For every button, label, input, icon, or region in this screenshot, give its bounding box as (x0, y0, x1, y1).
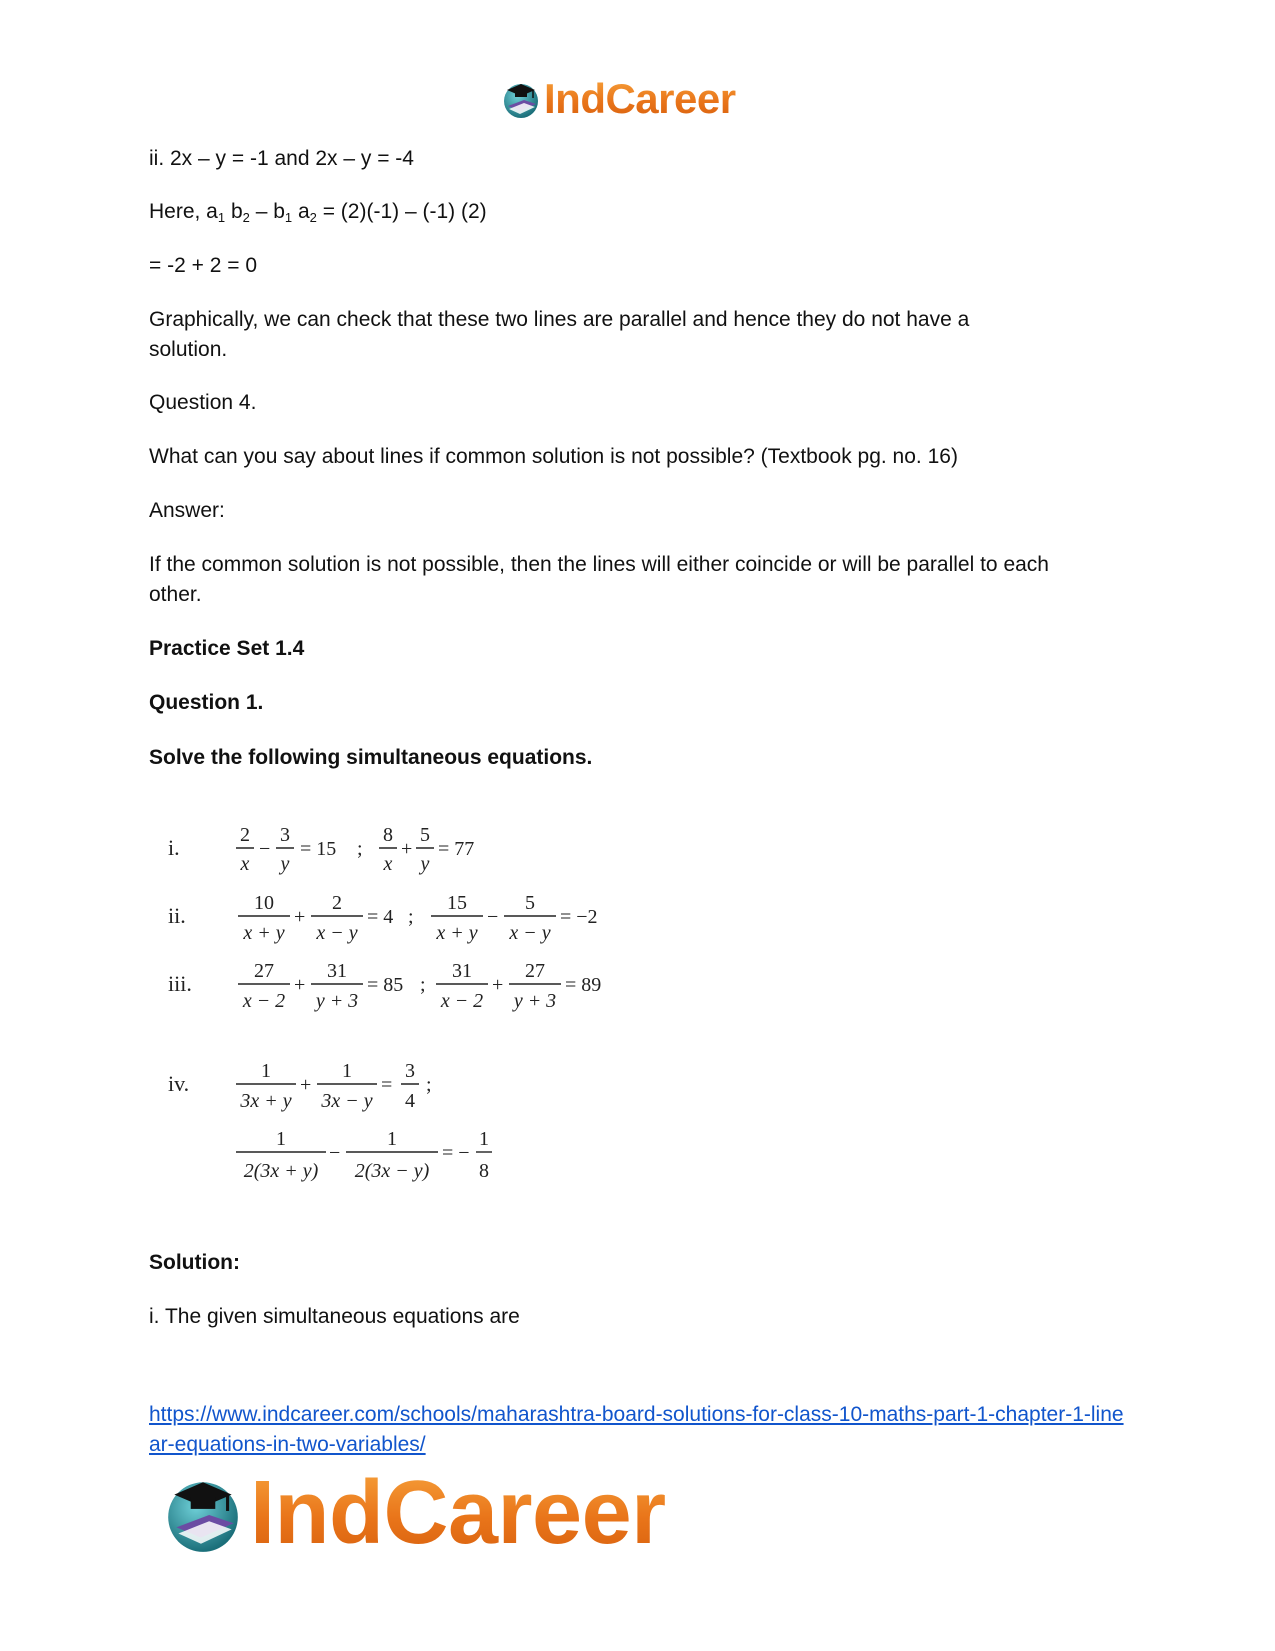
operator: − (259, 838, 271, 860)
operator: + (294, 906, 306, 928)
paragraph: ii. 2x – y = -1 and 2x – y = -4 (149, 147, 414, 170)
eq-label-i: i. (168, 835, 180, 860)
denominator: y (280, 853, 290, 875)
logo-wordmark: IndCareer (250, 1463, 666, 1563)
result: = 4 (367, 906, 394, 928)
text-run: Here, a (149, 200, 218, 223)
equation-iv-a (236, 1060, 432, 1112)
equation-ii (238, 892, 598, 944)
denominator: 2(3x + y) (243, 1160, 319, 1182)
denominator: x + y (436, 922, 478, 944)
denominator: x + y (243, 922, 285, 944)
result: = 85 (367, 974, 404, 996)
numerator: 2 (240, 825, 250, 846)
section-heading: Practice Set 1.4 (149, 637, 305, 660)
graduation-globe-icon (500, 78, 542, 120)
separator: ; (357, 838, 363, 860)
numerator: 27 (254, 960, 274, 982)
denominator: 3x + y (240, 1090, 292, 1112)
denominator: x − 2 (242, 990, 286, 1012)
subscript: 1 (217, 210, 226, 225)
numerator: 10 (254, 892, 274, 914)
paragraph: Answer: (149, 499, 225, 522)
eq-label-iii: iii. (168, 971, 192, 996)
numerator: 1 (387, 1128, 397, 1150)
operator: + (300, 1074, 312, 1096)
paragraph (149, 197, 1129, 227)
denominator: 4 (405, 1090, 415, 1112)
eq-label-iv: iv. (168, 1071, 190, 1096)
text-run: a (292, 200, 310, 223)
paragraph: = -2 + 2 = 0 (149, 254, 257, 277)
denominator: x (240, 853, 250, 875)
question-text: Solve the following simultaneous equations. (149, 746, 593, 769)
denominator: y (420, 853, 430, 875)
equation-iii (238, 960, 601, 1012)
text-run: b (225, 200, 243, 223)
denominator: x (383, 853, 393, 875)
numerator: 5 (525, 892, 535, 914)
denominator: 2(3x − y) (354, 1160, 430, 1182)
numerator: 1 (342, 1060, 352, 1082)
paragraph: i. The given simultaneous equations are (149, 1305, 520, 1328)
numerator: 3 (280, 825, 290, 846)
numerator: 3 (405, 1060, 415, 1082)
source-link[interactable]: https://www.indcareer.com/schools/maharashtra-board-solutions-for-class-10-maths-part-1-chapter-1-linear-equations-in-two-variables/ (149, 1403, 1124, 1456)
subscript: 2 (242, 210, 250, 225)
denominator: y + 3 (513, 990, 557, 1012)
text-run: – b (249, 200, 285, 223)
equations-figure (160, 825, 640, 1195)
result: = 89 (565, 974, 602, 996)
operator: − (329, 1142, 341, 1164)
operator: + (401, 838, 413, 860)
numerator: 2 (332, 892, 342, 914)
equation-i (236, 825, 474, 875)
paragraph: What can you say about lines if common solution is not possible? (Textbook pg. no. 16) (149, 445, 958, 468)
denominator: x − y (509, 922, 551, 944)
denominator: 3x − y (321, 1090, 373, 1112)
operator: + (294, 974, 306, 996)
paragraph: Graphically, we can check that these two lines are parallel and hence they do not have a solution. (149, 308, 970, 361)
numerator: 8 (383, 825, 393, 846)
numerator: 1 (479, 1128, 489, 1150)
indcareer-logo-bottom[interactable] (160, 1463, 666, 1563)
paragraph: If the common solution is not possible, then the lines will either coincide or will be parallel to each other. (149, 553, 1049, 606)
numerator: 5 (420, 825, 430, 846)
logo-wordmark: IndCareer (544, 75, 736, 122)
separator: ; (426, 1074, 432, 1096)
equals: = − (442, 1142, 470, 1164)
numerator: 31 (452, 960, 472, 982)
separator: ; (408, 906, 414, 928)
subscript: 2 (309, 210, 317, 225)
paragraph: Question 4. (149, 391, 257, 414)
text-run: = (2)(-1) – (-1) (2) (316, 200, 487, 223)
separator: ; (420, 974, 426, 996)
result: = −2 (560, 906, 598, 928)
numerator: 31 (327, 960, 347, 982)
numerator: 27 (525, 960, 545, 982)
graduation-globe-icon (160, 1470, 246, 1556)
result: = 15 (300, 838, 337, 860)
operator: − (487, 906, 499, 928)
numerator: 15 (447, 892, 467, 914)
equation-iv-b (236, 1128, 492, 1182)
equals: = (381, 1074, 393, 1096)
question-heading: Question 1. (149, 691, 264, 714)
indcareer-logo-top[interactable] (500, 75, 736, 122)
result: = 77 (438, 838, 475, 860)
subscript: 1 (284, 210, 293, 225)
operator: + (492, 974, 504, 996)
denominator: y + 3 (315, 990, 359, 1012)
denominator: x − y (316, 922, 358, 944)
numerator: 1 (261, 1060, 271, 1082)
denominator: 8 (479, 1160, 489, 1182)
denominator: x − 2 (440, 990, 484, 1012)
eq-label-ii: ii. (168, 903, 186, 928)
numerator: 1 (276, 1128, 286, 1150)
solution-heading: Solution: (149, 1251, 240, 1274)
